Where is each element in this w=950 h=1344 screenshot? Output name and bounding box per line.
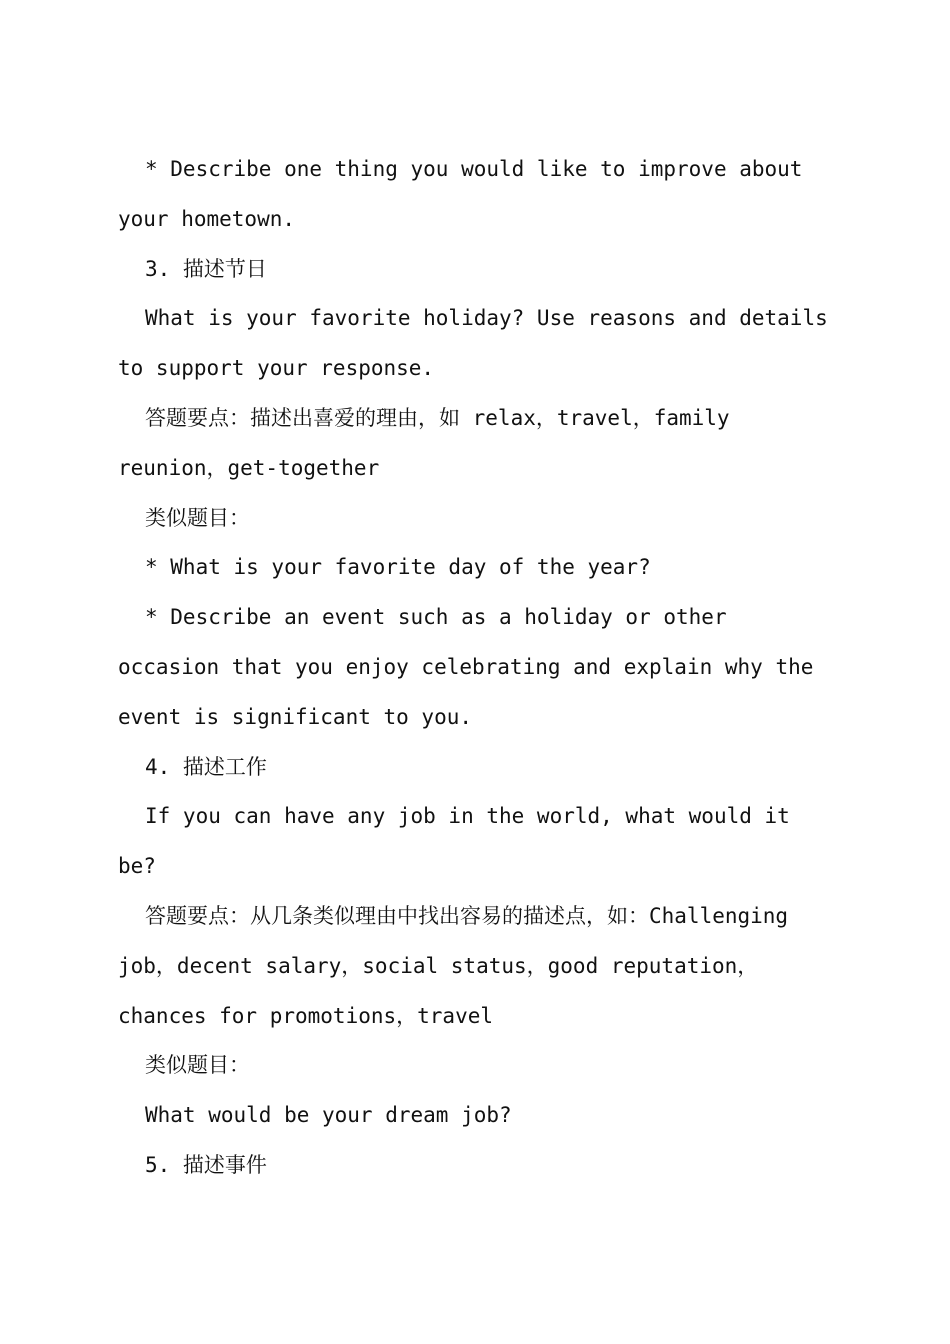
- section-heading-5: 5. 描述事件: [145, 1152, 267, 1177]
- document-body: [118, 145, 838, 1191]
- answer-key-points: 答题要点：从几条类似理由中找出容易的描述点，如：Challenging job，decent salary，social status，good reputation，chances for promotions，travel: [118, 903, 789, 1028]
- answer-key-points: 答题要点：描述出喜爱的理由，如 relax，travel，family reunion，get-together: [118, 405, 730, 480]
- similar-questions-label: 类似题目：: [145, 505, 250, 530]
- bullet-question: * What is your favorite day of the year?: [145, 555, 651, 580]
- question-text: What would be your dream job?: [145, 1103, 512, 1128]
- bullet-question: * Describe an event such as a holiday or other occasion that you enjoy celebrating and explain why the event is significant to you.: [118, 605, 814, 729]
- question-text: If you can have any job in the world, what would it be?: [118, 804, 790, 879]
- bullet-question: * Describe one thing you would like to improve about your hometown.: [118, 157, 803, 231]
- section-heading-4: 4. 描述工作: [145, 754, 267, 779]
- similar-questions-label: 类似题目：: [145, 1053, 250, 1078]
- question-text: What is your favorite holiday? Use reasons and details to support your response.: [118, 306, 828, 381]
- section-heading-3: 3. 描述节日: [145, 256, 267, 281]
